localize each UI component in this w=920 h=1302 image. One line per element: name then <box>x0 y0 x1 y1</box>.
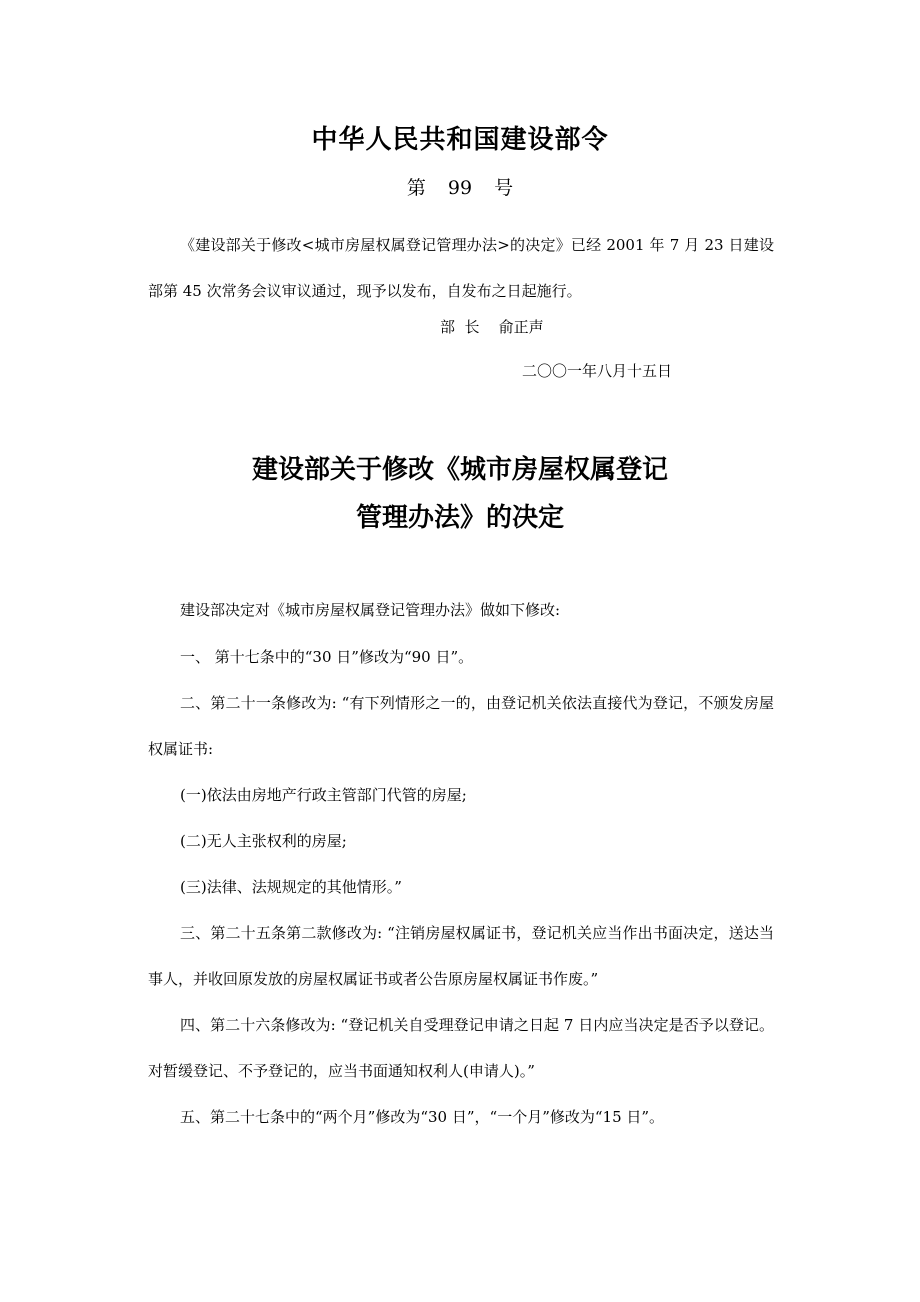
signature-date: 二〇〇一年八月十五日 <box>522 362 673 380</box>
announcement-paragraph: 《建设部关于修改<城市房屋权属登记管理办法>的决定》已经 2001 年 7 月 23 日建设部第 45 次常务会议审议通过，现予以发布，自发布之日起施行。 <box>148 236 774 300</box>
decision-item-2-sub-3: (三)法律、法规规定的其他情形。” <box>180 878 402 896</box>
order-number: 第 99 号 <box>406 177 514 199</box>
decision-intro: 建设部决定对《城市房屋权属登记管理办法》做如下修改: <box>180 601 561 619</box>
decision-item-2: 二、第二十一条修改为: “有下列情形之一的，由登记机关依法直接代为登记，不颁发房屋权属证书: <box>148 694 774 758</box>
decision-title <box>0 446 920 542</box>
decision-item-2-sub-2: (二)无人主张权利的房屋; <box>180 832 347 850</box>
decision-title-line2: 管理办法》的决定 <box>355 503 564 533</box>
decision-title-line1: 建设部关于修改《城市房屋权属登记 <box>251 455 668 485</box>
decision-item-3: 三、第二十五条第二款修改为: “注销房屋权属证书，登记机关应当作出书面决定，送达当事人，并收回原发放的房屋权属证书或者公告原房屋权属证书作废。” <box>148 924 774 988</box>
decision-item-1: 一、 第十七条中的“30 日”修改为“90 日”。 <box>180 648 474 666</box>
document-title: 中华人民共和国建设部令 <box>311 125 609 155</box>
signer-line: 部 长 俞正声 <box>440 318 544 336</box>
decision-item-4: 四、第二十六条修改为: “登记机关自受理登记申请之日起 7 日内应当决定是否予以登记。对暂缓登记、不予登记的，应当书面通知权利人(申请人)。” <box>148 1016 774 1080</box>
decision-item-5: 五、第二十七条中的“两个月”修改为“30 日”，“一个月”修改为“15 日”。 <box>180 1108 665 1126</box>
decision-item-2-sub-1: (一)依法由房地产行政主管部门代管的房屋; <box>180 786 467 804</box>
